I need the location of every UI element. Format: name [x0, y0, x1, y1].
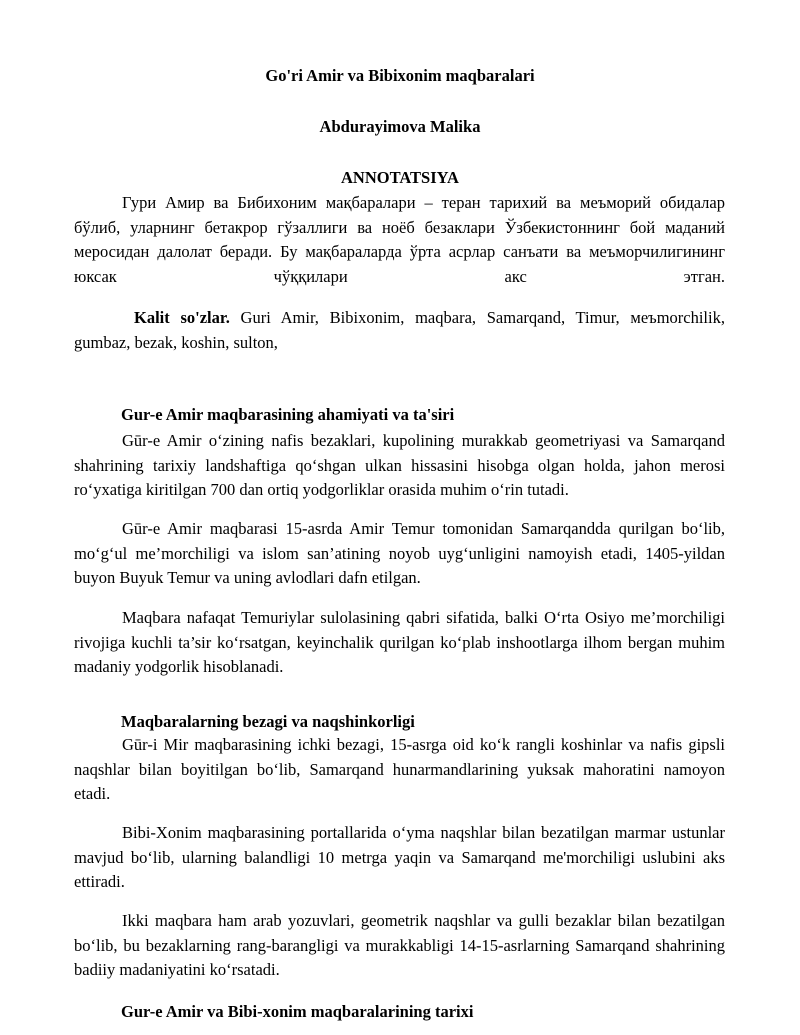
section-1-paragraph-2: Gūr-e Amir maqbarasi 15-asrda Amir Temur tomonidan Samarqandda qurilgan boʻlib, moʻgʻul me’morchiligi va islom san’atining noyob uygʻunligini namoyish etadi, 1405-yildan buyon Buyuk Temur va uning avlodlari dafn etilgan. — [74, 519, 725, 587]
document-title: Go'ri Amir va Bibixonim maqbaralari — [265, 66, 535, 85]
author-name: Abdurayimova Malika — [319, 117, 481, 136]
section-2-paragraph-1: Gūr-i Mir maqbarasining ichki bezagi, 15-asrga oid koʻk rangli koshinlar va nafis gipsli naqshlar bilan boyitilgan boʻlib, Samarqand hunarmandlarining yuksak mahoratini namoyon etadi. — [74, 735, 725, 803]
keywords-label: Kalit so'zlar. — [134, 308, 230, 327]
annotation-text: Гури Амир ва Бибихоним мақбаралари – теран тарихий ва меъморий обидалар бўлиб, уларнинг бетакрор гўзаллиги ва ноёб безаклари Ўзбекистоннинг бой маданий меросидан далолат беради. Бу мақбараларда ўрта асрлар санъати ва меъморчилигининг юксак чўққилари акс этган. — [74, 193, 725, 286]
section-2-paragraph-3: Ikki maqbara ham arab yozuvlari, geometrik naqshlar va gulli bezaklar bilan bezatilgan boʻlib, bu bezaklarning rang-barangligi va murakkabligi 14-15-asrlarning Samarqand shahrining badiiy madaniyatini koʻrsatadi. — [74, 911, 725, 979]
section-heading-3: Gur-e Amir va Bibi-xonim maqbaralarining tarixi — [121, 1002, 474, 1021]
section-heading-1: Gur-e Amir maqbarasining ahamiyati va ta'siri — [121, 405, 455, 424]
section-2-paragraph-2: Bibi-Xonim maqbarasining portallarida oʻyma naqshlar bilan bezatilgan marmar ustunlar mavjud boʻlib, ularning balandligi 10 metrga yaqin va Samarqand me'morchiligi uslubini aks ettiradi. — [74, 823, 725, 891]
section-heading-2: Maqbaralarning bezagi va naqshinkorligi — [121, 712, 415, 731]
keywords-text: Guri Amir, Bibixonim, maqbara, Samarqand, Timur, меъmorchilik, gumbaz, bezak, koshin, sulton, — [74, 308, 725, 352]
annotation-heading: ANNOTATSIYA — [341, 168, 459, 187]
keywords-paragraph — [74, 306, 725, 355]
section-1-paragraph-3: Maqbara nafaqat Temuriylar sulolasining qabri sifatida, balki Oʻrta Osiyo me’morchiligi rivojiga kuchli ta’sir koʻrsatgan, keyinchalik qurilgan koʻplab inshootlarga ilhom bergan muhim madaniy yodgorlik hisoblanadi. — [74, 608, 725, 676]
section-1-paragraph-1: Gūr-e Amir oʻzining nafis bezaklari, kupolining murakkab geometriyasi va Samarqand shahrining tarixiy landshaftiga qoʻshgan ulkan hissasini hisobga olgan holda, jahon merosi roʻyxatiga kiritilgan 700 dan ortiq yodgorliklar orasida muhim oʻrin tutadi. — [74, 431, 725, 499]
